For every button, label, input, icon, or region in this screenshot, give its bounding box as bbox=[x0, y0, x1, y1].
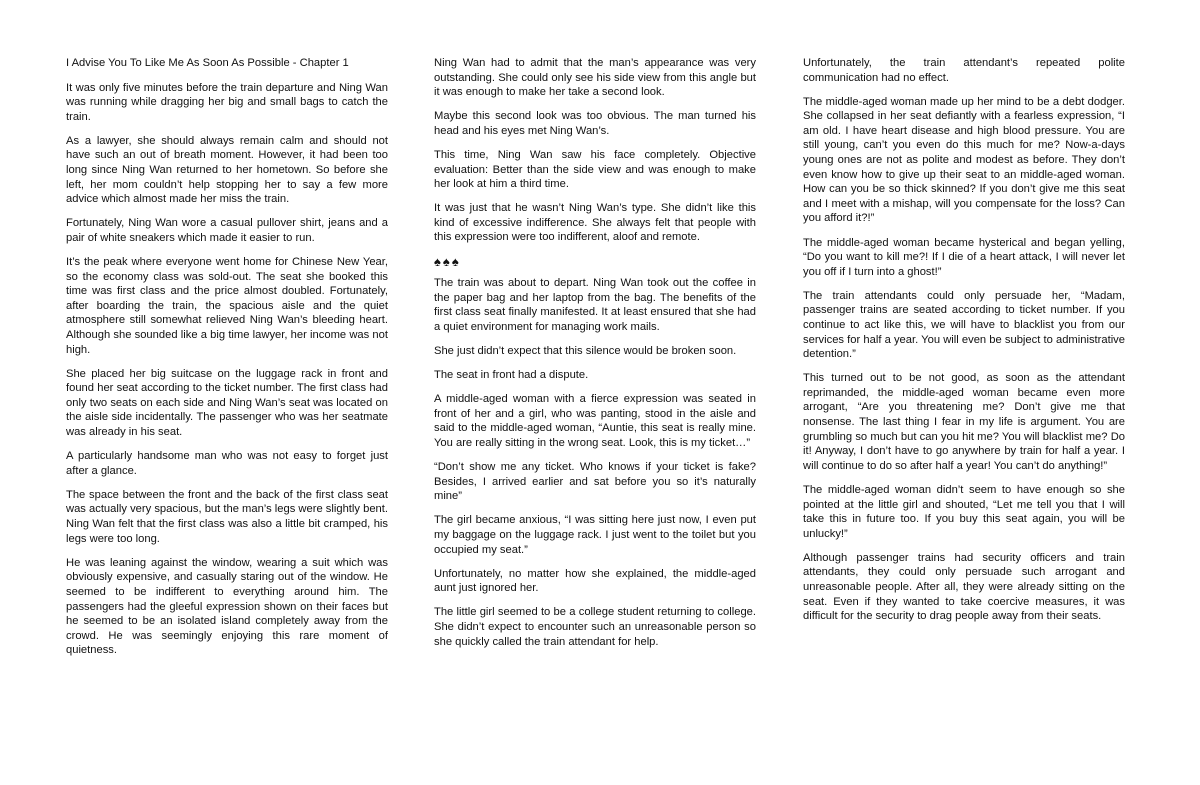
paragraph: A particularly handsome man who was not easy to forget just after a glance. bbox=[66, 450, 388, 477]
paragraph: Although passenger trains had security officers and train attendants, they could only persuade such arrogant and unreasonable people. After all, they were already sitting on the seat. Even if they wanted to take coercive measures, it was difficult for the security to drag people away from their seats. bbox=[803, 551, 1125, 623]
paragraph: The seat in front had a dispute. bbox=[434, 369, 589, 382]
text-column-3 bbox=[803, 56, 1125, 633]
paragraph: Maybe this second look was too obvious. The man turned his head and his eyes met Ning Wan’s. bbox=[434, 110, 756, 137]
paragraph: This time, Ning Wan saw his face completely. Objective evaluation: Better than the side view and was enough to make her look at him a third time. bbox=[434, 148, 756, 191]
paragraph: The train attendants could only persuade her, “Madam, passenger trains are seated according to ticket number. If you continue to act like this, we will have to blacklist you from our services for half a year. You will even be subject to administrative detention.” bbox=[803, 289, 1125, 361]
paragraph: Fortunately, Ning Wan wore a casual pullover shirt, jeans and a pair of white sneakers which made it easier to run. bbox=[66, 217, 388, 244]
text-column-1 bbox=[66, 56, 388, 667]
section-divider-spades: ♠♠♠ bbox=[434, 253, 461, 269]
paragraph: She just didn’t expect that this silence would be broken soon. bbox=[434, 345, 737, 357]
paragraph: The middle-aged woman became hysterical and began yelling, “Do you want to kill me?! If I die of a heart attack, I will never let you off if I turn into a ghost!” bbox=[803, 236, 1125, 278]
paragraph: Unfortunately, the train attendant’s repeated polite communication had no effect. bbox=[803, 57, 1125, 84]
paragraph: The little girl seemed to be a college student returning to college. She didn’t expect to encounter such an unreasonable person so she quickly called the train attendant for help. bbox=[434, 606, 756, 648]
paragraph: Ning Wan had to admit that the man’s appearance was very outstanding. She could only see his side view from this angle but it was enough to make her take a second look. bbox=[434, 57, 756, 99]
paragraph: “Don’t show me any ticket. Who knows if your ticket is fake? Besides, I arrived earlier and sat before you so it’s naturally mine” bbox=[434, 461, 756, 503]
paragraph: The train was about to depart. Ning Wan took out the coffee in the paper bag and her laptop from the bag. The benefits of the first class seat finally manifested. It at least ensured that she had a quiet environment for managing work mails. bbox=[434, 277, 756, 333]
paragraph: He was leaning against the window, wearing a suit which was obviously expensive, and casually staring out of the window. He seemed to be indifferent to everything around him. The passengers had the gleeful expression shown on their faces but he seemed to be an isolated island completely away from the crowd. He was seemingly enjoying this rare moment of quietness. bbox=[66, 556, 388, 657]
chapter-title: I Advise You To Like Me As Soon As Possible - Chapter 1 bbox=[66, 57, 349, 69]
paragraph: This turned out to be not good, as soon as the attendant reprimanded, the middle-aged woman became even more arrogant, “Are you threatening me? Don’t give me that nonsense. The last thing I fear in my life is argument. You are grumbling so much but can you hit me? You will blacklist me? Do it! Anyway, I don’t have to go anywhere by train for half a year. I will continue to do so after half a year! You can’t do anything!” bbox=[803, 372, 1125, 472]
text-column-2 bbox=[434, 56, 756, 659]
paragraph: It was just that he wasn’t Ning Wan’s type. She didn’t like this kind of excessive indifference. She always felt that people with this expression were too indifferent, aloof and remote. bbox=[434, 202, 756, 244]
paragraph: The middle-aged woman didn’t seem to have enough so she pointed at the little girl and shouted, “Let me tell you that I will take this in future too. If you buy this seat again, you will be unlucky!” bbox=[803, 483, 1125, 540]
paragraph: She placed her big suitcase on the luggage rack in front and found her seat according to the ticket number. The first class had only two seats on each side and Ning Wan’s seat was located on the aisle side incidentally. The passenger who was her seatmate was already in his seat. bbox=[66, 367, 388, 439]
paragraph: The space between the front and the back of the first class seat was actually very spacious, but the man’s legs were slightly bent. Ning Wan felt that the first class was also a little bit cramped, his legs were too long. bbox=[66, 488, 388, 545]
paragraph: Unfortunately, no matter how she explained, the middle-aged aunt just ignored her. bbox=[434, 567, 756, 595]
paragraph: As a lawyer, she should always remain calm and should not have such an out of breath moment. However, it had been too long since Ning Wan returned to her hometown. So before she left, her mom couldn’t help stopping her to say a few more advice which almost made her miss the train. bbox=[66, 134, 388, 206]
paragraph: It’s the peak where everyone went home for Chinese New Year, so the economy class was sold-out. The seat she booked this time was first class and the price almost doubled. Fortunately, after boarding the train, the spacious aisle and the quiet atmosphere still somewhat relieved Ning Wan’s bleeding heart. Although she sounded like a big time lawyer, her income was not high. bbox=[66, 256, 388, 356]
paragraph: The girl became anxious, “I was sitting here just now, I even put my baggage on the luggage rack. I just went to the toilet but you occupied my seat.” bbox=[434, 514, 756, 556]
paragraph: It was only five minutes before the train departure and Ning Wan was running while dragging her big and small bags to catch the train. bbox=[66, 81, 388, 123]
paragraph: A middle-aged woman with a fierce expression was seated in front of her and a girl, who was panting, stood in the aisle and said to the middle-aged woman, “Auntie, this seat is really mine. You are really sitting in the wrong seat. Look, this is my ticket…” bbox=[434, 393, 756, 449]
paragraph: The middle-aged woman made up her mind to be a debt dodger. She collapsed in her seat defiantly with a fearless expression, “I am old. I have heart disease and high blood pressure. You are still young, can’t you even do this much for me? Now-a-days young ones are not as polite and modest as before. They don’t even know how to give up their seat to an middle-aged woman. How can you be so thick skinned? If you don’t give me this seat and I meet with a mishap, will you compensate for the loss? Can you afford it?!” bbox=[803, 95, 1125, 225]
